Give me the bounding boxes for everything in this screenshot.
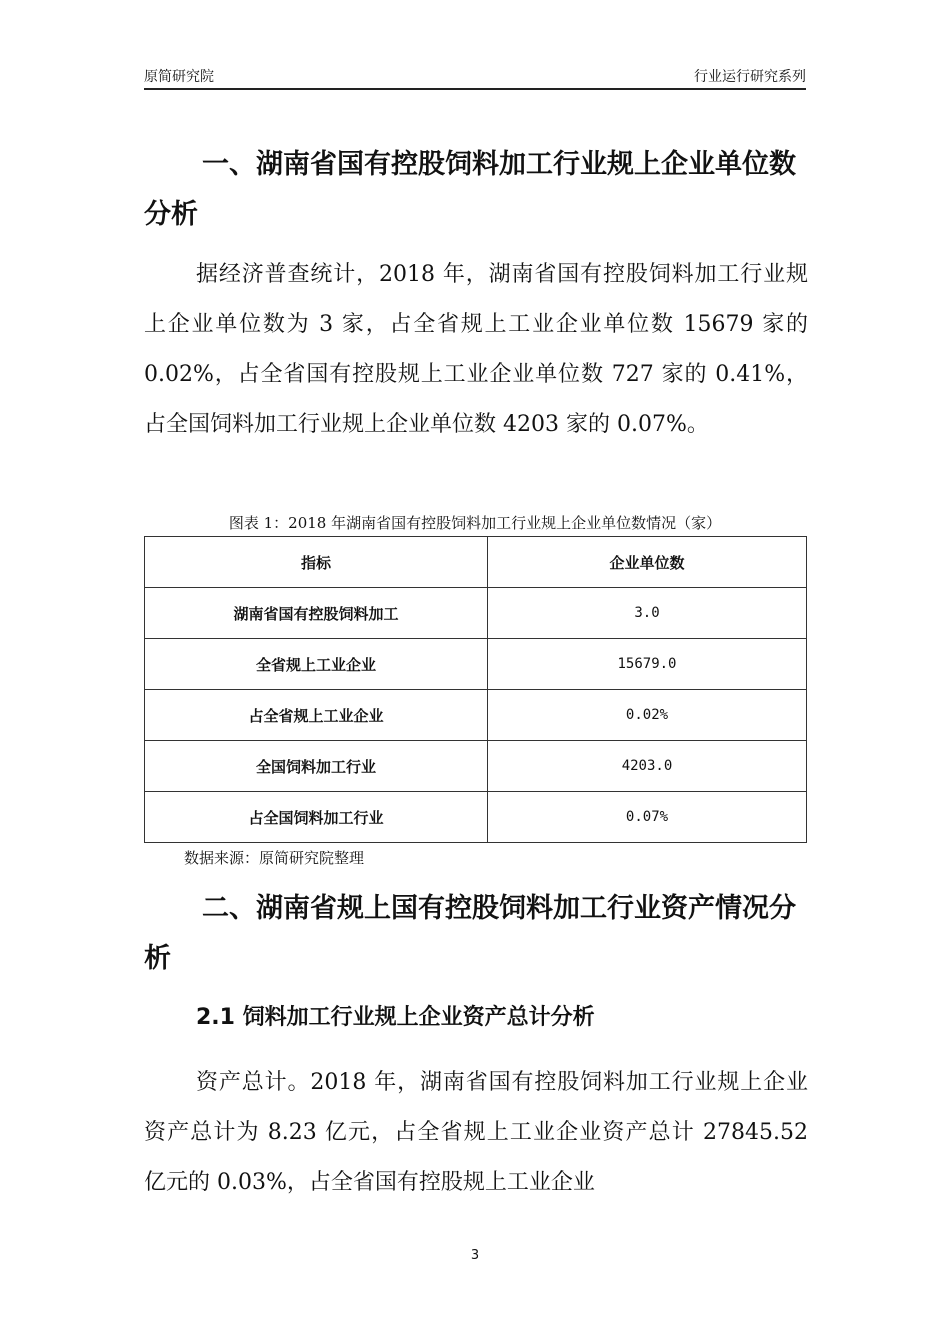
table-header-row: [145, 537, 807, 588]
row-value: 15679.0: [488, 639, 807, 690]
row-value: 3.0: [488, 588, 807, 639]
section2-paragraph: 资产总计。2018 年，湖南省国有控股饲料加工行业规上企业资产总计为 8.23 亿元，占全省规上工业企业资产总计 27845.52 亿元的 0.03%，占全省国有控股规上工业企业: [144, 1070, 808, 1195]
table-row: [145, 741, 807, 792]
row-label: 占全省规上工业企业: [145, 690, 488, 741]
table-row: [145, 792, 807, 843]
unit-count-table: [144, 536, 807, 843]
row-label: 占全国饲料加工行业: [145, 792, 488, 843]
row-label: 全省规上工业企业: [145, 639, 488, 690]
table-row: [145, 588, 807, 639]
row-value: 4203.0: [488, 741, 807, 792]
section1-heading: 一、湖南省国有控股饲料加工行业规上企业单位数分析: [144, 149, 796, 230]
header-org-name: 原简研究院: [144, 69, 214, 85]
header-series-title: 行业运行研究系列: [694, 69, 806, 85]
page-header: [144, 66, 806, 90]
column-header-indicator: 指标: [145, 537, 488, 588]
row-value: 0.07%: [488, 792, 807, 843]
section2-subheading: 2.1 饲料加工行业规上企业资产总计分析: [196, 1005, 595, 1030]
page-number: 3: [470, 1248, 480, 1263]
table-source-note: 数据来源：原简研究院整理: [184, 849, 365, 867]
row-value: 0.02%: [488, 690, 807, 741]
table-row: [145, 690, 807, 741]
table-caption: 图表 1：2018 年湖南省国有控股饲料加工行业规上企业单位数情况（家）: [228, 514, 722, 532]
section1-paragraph: 据经济普查统计，2018 年，湖南省国有控股饲料加工行业规上企业单位数为 3 家，占全省规上工业企业单位数 15679 家的 0.02%，占全省国有控股规上工业企业单位数 727 家的 0.41%，占全国饲料加工行业规上企业单位数 4203 家的 0.07%。: [144, 262, 808, 437]
column-header-unit-count: 企业单位数: [488, 537, 807, 588]
table-row: [145, 639, 807, 690]
row-label: 全国饲料加工行业: [145, 741, 488, 792]
section2-heading: 二、湖南省规上国有控股饲料加工行业资产情况分析: [144, 893, 796, 974]
row-label: 湖南省国有控股饲料加工: [145, 588, 488, 639]
